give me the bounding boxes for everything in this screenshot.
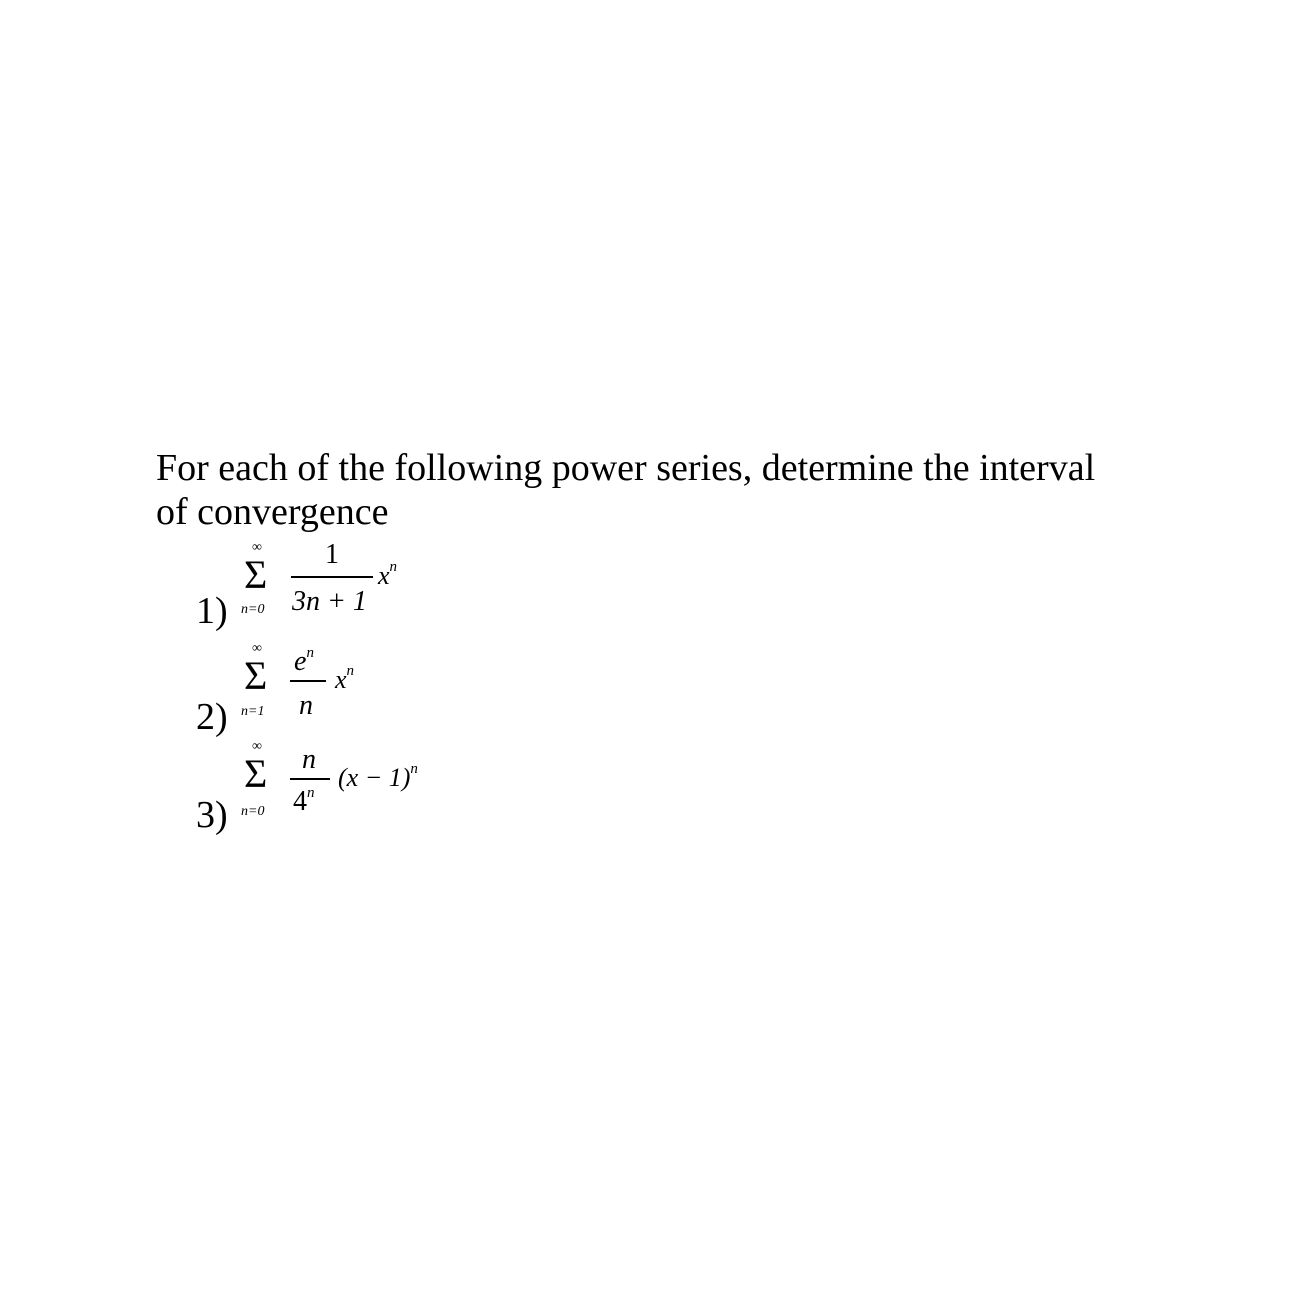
factor-exponent: n — [346, 663, 355, 679]
sigma-symbol: Σ — [244, 552, 268, 597]
denominator-exponent: n — [307, 785, 315, 801]
item-number: 1) — [196, 590, 228, 632]
factor-base: x — [335, 665, 347, 694]
item-number: 3) — [196, 794, 228, 836]
fraction-bar — [290, 680, 326, 682]
item-number: 2) — [196, 696, 228, 738]
prompt-line-2: of convergence — [156, 491, 389, 533]
factor-exponent: n — [410, 761, 418, 777]
fraction-denominator: n — [299, 690, 313, 721]
problem-prompt — [156, 446, 1256, 534]
sigma-symbol: Σ — [244, 653, 268, 698]
denominator-base: 4 — [293, 786, 307, 817]
power-factor — [378, 559, 398, 590]
fraction-bar — [290, 778, 330, 780]
fraction-numerator: 1 — [325, 539, 339, 570]
fraction-denominator — [293, 785, 315, 817]
factor-base: (x − 1) — [338, 763, 411, 792]
sum-lower-limit: n=0 — [241, 804, 265, 819]
prompt-line-1: For each of the following power series, determine the interval — [156, 447, 1096, 489]
fraction-numerator — [294, 645, 314, 677]
fraction-bar — [291, 576, 373, 578]
sum-upper-limit: ∞ — [252, 739, 262, 754]
sum-upper-limit: ∞ — [252, 540, 262, 555]
numerator-exponent: n — [306, 645, 314, 661]
fraction-denominator: 3n + 1 — [292, 586, 367, 617]
power-factor — [335, 663, 355, 694]
fraction-numerator: n — [302, 744, 316, 775]
sum-upper-limit: ∞ — [252, 641, 262, 656]
factor-base: x — [378, 561, 390, 590]
sigma-symbol: Σ — [244, 751, 268, 796]
numerator-base: e — [294, 646, 307, 677]
factor-exponent: n — [389, 559, 398, 575]
sum-lower-limit: n=0 — [241, 602, 265, 617]
sum-lower-limit: n=1 — [241, 704, 265, 719]
power-factor — [338, 761, 418, 792]
